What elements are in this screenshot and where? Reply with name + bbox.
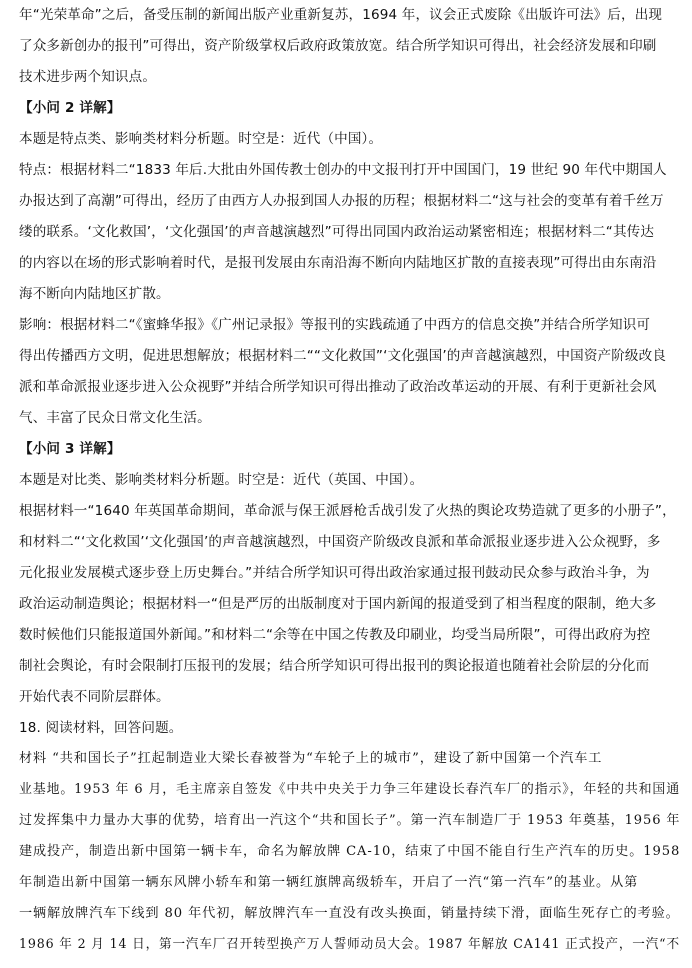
text-line: 数时候他们只能报道国外新闻。”和材料二“余等在中国之传教及印刷业，均受当局所限”，可得出政府为控 (19, 627, 651, 643)
text-line: 了众多新创办的报刊”可得出，资产阶级掌权后政府政策放宽。结合所学知识可得出，社会经济发展和印刷 (19, 38, 657, 54)
text-line: 和材料二“‘文化救国’‘文化强国’的声音越演越烈，中国资产阶级改良派和革命派报业逐步进入公众视野，多 (19, 534, 661, 550)
text-line: 海不断向内陆地区扩散。 (19, 286, 170, 302)
text-line: 政治运动制造舆论；根据材料一“但是严厉的出版制度对于国内新闻的报道受到了相当程度的限制，绝大多 (19, 596, 657, 612)
text-line: 得出传播西方文明，促进思想解放；根据材料二““文化救国”‘文化强国’的声音越演越烈，中国资产阶级改良 (19, 348, 667, 364)
section-heading: 【小问 2 详解】 (19, 100, 121, 116)
text-line: 开始代表不同阶层群体。 (19, 689, 170, 705)
material-line: 业基地。1953 年 6 月，毛主席亲自签发《中共中央关于力争三年建设长春汽车厂的指示》，年轻的共和国通 (19, 782, 681, 797)
material-line: 建成投产，制造出新中国第一辆卡车，命名为解放牌 CA-10，结束了中国不能自行生产汽车的历史。1958 (19, 844, 681, 859)
material-line: 1986 年 2 月 14 日，第一汽车厂召开转型换产万人誓师动员大会。1987 年解放 CA141 正式投产，一汽“不 (19, 937, 680, 952)
text-line: 缕的联系。‘文化救国’，‘文化强国’的声音越演越烈”可得出同国内政治运动紧密相连；根据材料二“其传达 (19, 224, 655, 240)
text-line: 年“光荣革命”之后，备受压制的新闻出版产业重新复苏，1694 年，议会正式废除《出版许可法》后，出现 (19, 7, 663, 23)
material-line: 一辆解放牌汽车下线到 80 年代初，解放牌汽车一直没有改头换面，销量持续下滑，面临生死存亡的考验。 (19, 906, 680, 921)
section-heading: 【小问 3 详解】 (19, 441, 121, 457)
text-line: 派和革命派报业逐步进入公众视野”并结合所学知识可得出推动了政治改革运动的开展、有利于更新社会风 (19, 379, 657, 395)
text-line: 制社会舆论，有时会限制打压报刊的发展；结合所学知识可得出报刊的舆论报道也随着社会阶层的分化而 (19, 658, 650, 674)
text-line: 元化报业发展模式逐步登上历史舞台。”并结合所学知识可得出政治家通过报刊鼓动民众参与政治斗争，为 (19, 565, 650, 581)
material-line: 材料 “共和国长子”扛起制造业大梁长春被誉为“车轮子上的城市”，建设了新中国第一个汽车工 (19, 751, 603, 766)
text-line: 办报达到了高潮”可得出，经历了由西方人办报到国人办报的历程；根据材料二“这与社会的变革有着千丝万 (19, 193, 664, 209)
text-line: 气、丰富了民众日常文化生活。 (19, 410, 211, 426)
material-line: 过发挥集中力量办大事的优势，培育出一汽这个“共和国长子”。第一汽车制造厂于 1953 年奠基，1956 年 (19, 813, 681, 828)
text-line: 影响：根据材料二“《蜜蜂华报》《广州记录报》等报刊的实践疏通了中西方的信息交换”并结合所学知识可 (19, 317, 651, 333)
text-line: 根据材料一“1640 年英国革命期间，革命派与保王派唇枪舌战引发了火热的舆论攻势造就了更多的小册子”， (19, 503, 676, 519)
text-line: 的内容以在场的形式影响着时代，是报刊发展由东南沿海不断向内陆地区扩散的直接表现”可得出由东南沿 (19, 255, 657, 271)
text-line: 本题是对比类、影响类材料分析题。时空是：近代（英国、中国）。 (19, 472, 424, 488)
text-line: 技术进步两个知识点。 (19, 69, 157, 85)
material-line: 年制造出新中国第一辆东风牌小轿车和第一辆红旗牌高级轿车，开启了一汽“第一汽车”的基业。从第 (19, 875, 639, 890)
text-line: 本题是特点类、影响类材料分析题。时空是：近代（中国）。 (19, 131, 383, 147)
question-heading: 18. 阅读材料，回答问题。 (19, 720, 183, 736)
text-line: 特点：根据材料二“1833 年后.大批由外国传教士创办的中文报刊打开中国国门，19 世纪 90 年代中期国人 (19, 162, 667, 178)
